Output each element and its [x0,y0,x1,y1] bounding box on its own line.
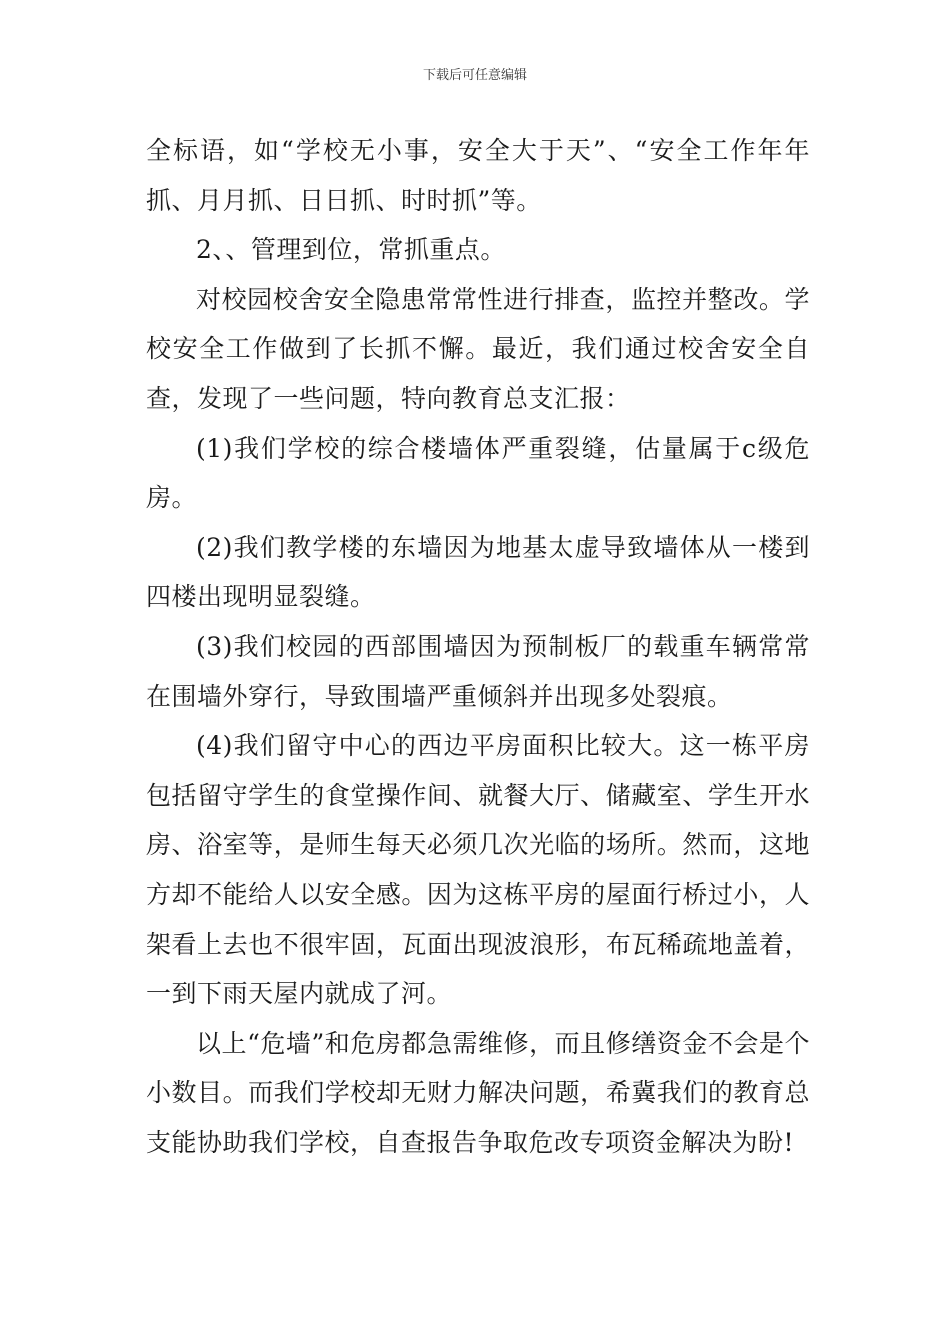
paragraph-1: 全标语，如“学校无小事，安全大于天”、“安全工作年年抓、月月抓、日日抓、时时抓”等。 [146,136,810,215]
paragraph-6: (3)我们校园的西部围墙因为预制板厂的载重车辆常常在围墙外穿行，导致围墙严重倾斜并出现多处裂痕。 [146,631,810,711]
paragraph-3: 对校园校舍安全隐患常常性进行排查，监控并整改。学校安全工作做到了长抓不懈。最近，我们通过校舍安全自查，发现了一些问题，特向教育总支汇报： [146,284,810,413]
paragraph-7: (4)我们留守中心的西边平房面积比较大。这一栋平房包括留守学生的食堂操作间、就餐大厅、储藏室、学生开水房、浴室等，是师生每天必须几次光临的场所。然而，这地方却不能给人以安全感。因为这栋平房的屋面行桥过小，人架看上去也不很牢固，瓦面出现波浪形，布瓦稀疏地盖着，一到下雨天屋内就成了河。 [146,731,810,1009]
paragraph-5: (2)我们教学楼的东墙因为地基太虚导致墙体从一楼到四楼出现明显裂缝。 [146,532,810,612]
document-body [146,126,810,1167]
page-header-note: 下载后可任意编辑 [422,68,527,83]
paragraph-2: 2、、管理到位，常抓重点。 [196,235,506,265]
paragraph-4: (1)我们学校的综合楼墙体严重裂缝，估量属于c级危房。 [146,433,810,513]
paragraph-8: 以上“危墙”和危房都急需维修，而且修缮资金不会是个小数目。而我们学校却无财力解决问题，希冀我们的教育总支能协助我们学校，自查报告争取危改专项资金解决为盼! [146,1028,810,1157]
